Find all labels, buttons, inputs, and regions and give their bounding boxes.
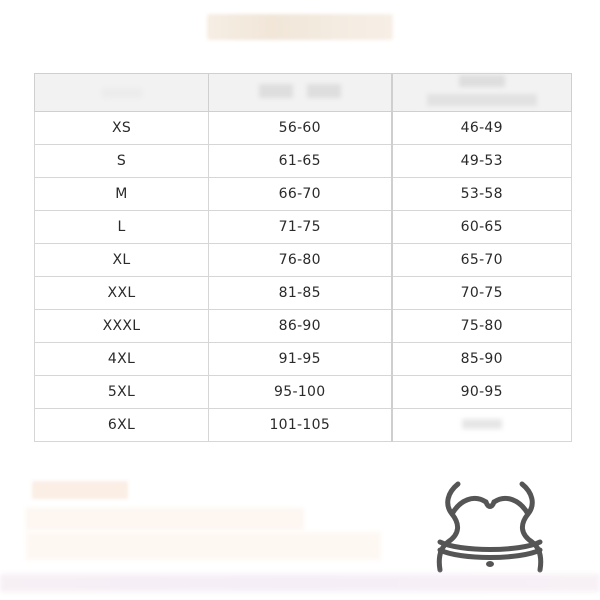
- table-row: [35, 409, 572, 442]
- header-size-blurred: [35, 74, 209, 112]
- chart-title-blurred: [207, 14, 393, 40]
- range-cell: 53-58: [392, 178, 572, 211]
- promo-line-blurred: [26, 532, 381, 560]
- table-row: [35, 211, 572, 244]
- measure-cell: 71-75: [209, 211, 392, 244]
- promo-tag-blurred: [32, 481, 128, 499]
- size-cell: 4XL: [35, 343, 209, 376]
- range-cell: 46-49: [392, 112, 572, 145]
- table-row: [35, 277, 572, 310]
- measure-cell: 76-80: [209, 244, 392, 277]
- size-cell: XXXL: [35, 310, 209, 343]
- measure-cell: 61-65: [209, 145, 392, 178]
- table-row: [35, 178, 572, 211]
- measure-cell: 81-85: [209, 277, 392, 310]
- size-cell: S: [35, 145, 209, 178]
- promo-line-blurred: [26, 508, 304, 530]
- measure-cell: 56-60: [209, 112, 392, 145]
- watermark-text-blurred: [0, 574, 600, 592]
- measure-cell: 66-70: [209, 178, 392, 211]
- range-cell: 85-90: [392, 343, 572, 376]
- range-cell: 65-70: [392, 244, 572, 277]
- measure-cell: 91-95: [209, 343, 392, 376]
- range-cell: 60-65: [392, 211, 572, 244]
- range-cell: 49-53: [392, 145, 572, 178]
- measure-cell: 95-100: [209, 376, 392, 409]
- table-row: [35, 343, 572, 376]
- table-row: [35, 145, 572, 178]
- range-cell-blurred: [392, 409, 572, 442]
- size-cell: XXL: [35, 277, 209, 310]
- size-cell: 6XL: [35, 409, 209, 442]
- table-row: [35, 112, 572, 145]
- header-col3-blurred: [392, 74, 572, 112]
- size-cell: 5XL: [35, 376, 209, 409]
- size-cell: L: [35, 211, 209, 244]
- header-col2-blurred: [209, 74, 392, 112]
- table-body: [35, 112, 572, 442]
- range-cell: 70-75: [392, 277, 572, 310]
- table-row: [35, 244, 572, 277]
- table-header-row: [35, 74, 572, 112]
- size-table: [34, 73, 572, 442]
- size-cell: XL: [35, 244, 209, 277]
- range-cell: 90-95: [392, 376, 572, 409]
- size-cell: M: [35, 178, 209, 211]
- measure-cell: 86-90: [209, 310, 392, 343]
- measure-cell: 101-105: [209, 409, 392, 442]
- size-cell: XS: [35, 112, 209, 145]
- table-row: [35, 310, 572, 343]
- range-cell: 75-80: [392, 310, 572, 343]
- body-waist-icon: [430, 478, 550, 578]
- table-row: [35, 376, 572, 409]
